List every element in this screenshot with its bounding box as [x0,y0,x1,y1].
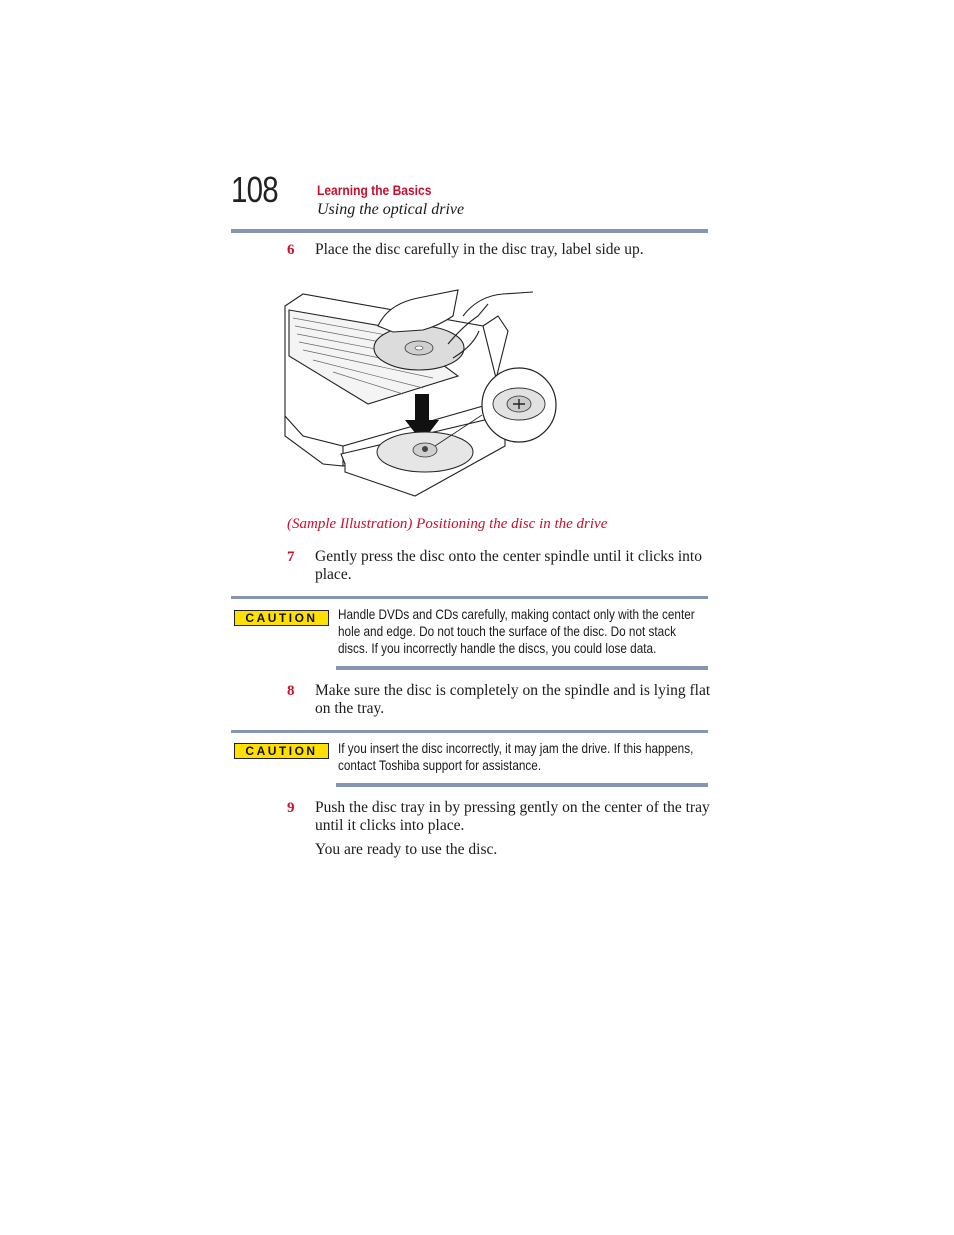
caution-bottom-rule [336,783,708,787]
caution-text: If you insert the disc incorrectly, it may jam the drive. If this happens, contact Toshiba support for assistance. [338,740,694,773]
step-number-7: 7 [287,549,295,565]
caution-label: CAUTION [234,743,329,759]
step-number-8: 8 [287,683,295,699]
section-title: Using the optical drive [317,201,465,218]
step-number-6: 6 [287,242,295,258]
caution-bottom-rule [336,666,708,670]
caution-label: CAUTION [234,610,329,626]
step-text-9: Push the disc tray in by pressing gently on the center of the tray until it clicks into place. [315,799,710,834]
disc-tray-illustration [283,286,563,508]
step-number-9: 9 [287,800,295,816]
step-text-7: Gently press the disc onto the center spindle until it clicks into place. [315,548,702,583]
step-text-8: Make sure the disc is completely on the spindle and is lying flat on the tray. [315,682,711,717]
figure-caption: (Sample Illustration) Positioning the disc in the drive [287,516,608,532]
caution-top-rule [231,730,708,733]
closing-text: You are ready to use the disc. [315,841,498,858]
step-text-6: Place the disc carefully in the disc tray, label side up. [315,241,644,258]
caution-text: Handle DVDs and CDs carefully, making contact only with the center hole and edge. Do not touch the surface of the disc. Do not stack discs. If you incorrectly handle the discs, you could lose data. [338,606,695,656]
caution-top-rule [231,596,708,599]
header-rule [231,229,708,233]
page-number: 108 [231,169,278,210]
chapter-title: Learning the Basics [317,182,432,198]
